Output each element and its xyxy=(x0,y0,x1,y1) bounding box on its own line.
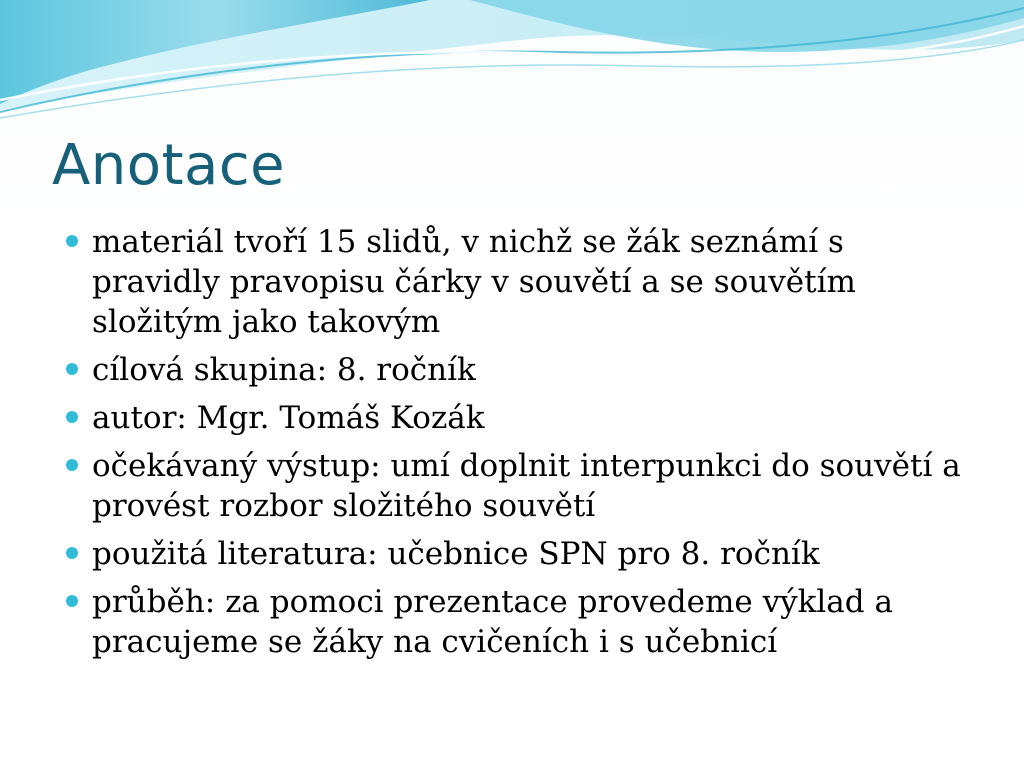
slide-title: Anotace xyxy=(52,133,286,198)
bullet-item xyxy=(64,398,964,438)
bullet-dot-icon xyxy=(66,235,78,247)
bullet-text: použitá literatura: učebnice SPN pro 8. ročník xyxy=(92,536,820,572)
bullet-item xyxy=(64,534,964,574)
bullet-dot-icon xyxy=(66,411,78,423)
bullet-dot-icon xyxy=(66,595,78,607)
bullet-dot-icon xyxy=(66,459,78,471)
bullet-dot-icon xyxy=(66,363,78,375)
header-wave-decoration xyxy=(0,0,1024,130)
bullet-text: průběh: za pomoci prezentace provedeme výklad a pracujeme se žáky na cvičeních i s učebnicí xyxy=(92,584,893,660)
bullet-text: očekávaný výstup: umí doplnit interpunkci do souvětí a provést rozbor složitého souvětí xyxy=(92,448,961,524)
bullet-item xyxy=(64,446,964,526)
bullet-item xyxy=(64,582,964,662)
bullet-text: cílová skupina: 8. ročník xyxy=(92,352,476,388)
bullet-item xyxy=(64,222,964,342)
bullet-item xyxy=(64,350,964,390)
bullet-list xyxy=(64,222,964,670)
bullet-text: autor: Mgr. Tomáš Kozák xyxy=(92,400,485,436)
bullet-dot-icon xyxy=(66,547,78,559)
bullet-text: materiál tvoří 15 slidů, v nichž se žák seznámí s pravidly pravopisu čárky v souvětí a se souvětím složitým jako takovým xyxy=(92,224,856,340)
